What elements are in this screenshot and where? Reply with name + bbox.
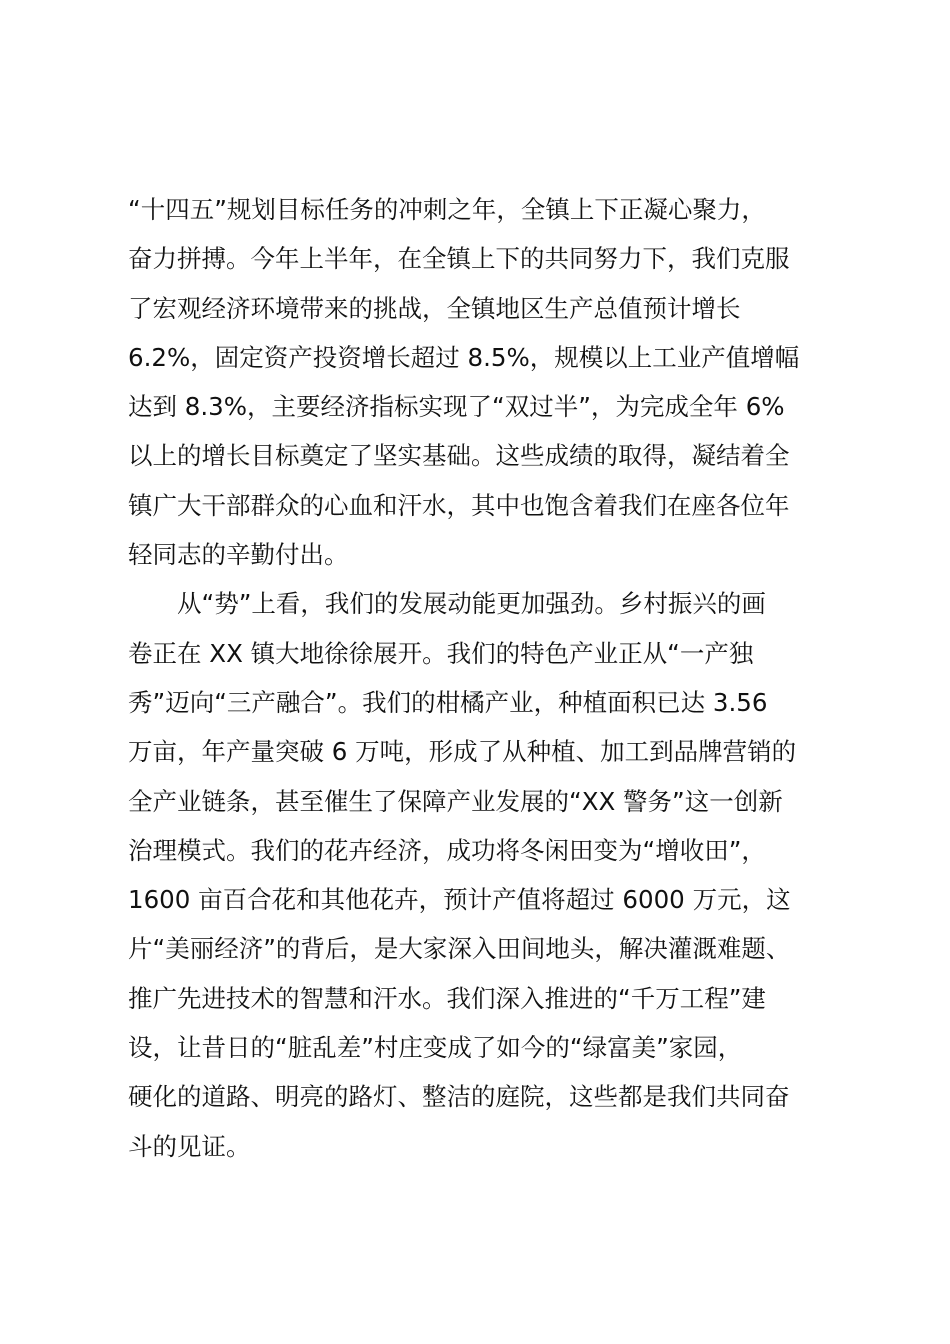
text-line: 轻同志的辛勤付出。 [128, 540, 349, 570]
text-line: 达到 8.3%，主要经济指标实现了“双过半”，为完成全年 6% [128, 392, 785, 422]
text-line: 设，让昔日的“脏乱差”村庄变成了如今的“绿富美”家园， [128, 1033, 743, 1063]
text-line: 斗的见证。 [128, 1131, 251, 1161]
text-line: 推广先进技术的智慧和汗水。我们深入推进的“千万工程”建 [128, 983, 766, 1013]
text-line: 万亩，年产量突破 6 万吨，形成了从种植、加工到品牌营销的 [128, 737, 797, 767]
text-line: 秀”迈向“三产融合”。我们的柑橘产业，种植面积已达 3.56 [128, 687, 768, 717]
text-line: 全产业链条，甚至催生了保障产业发展的“XX 警务”这一创新 [128, 786, 783, 816]
text-line: 卷正在 XX 镇大地徐徐展开。我们的特色产业正从“一产独 [128, 638, 754, 668]
text-line: 了宏观经济环境带来的挑战，全镇地区生产总值预计增长 [128, 293, 741, 323]
paragraph-first-line: 从“势”上看，我们的发展动能更加强劲。乡村振兴的画 [177, 589, 766, 619]
text-line: 治理模式。我们的花卉经济，成功将冬闲田变为“增收田”， [128, 835, 766, 865]
text-line: 6.2%，固定资产投资增长超过 8.5%，规模以上工业产值增幅 [128, 342, 800, 372]
text-line: “十四五”规划目标任务的冲刺之年，全镇上下正凝心聚力， [128, 195, 766, 224]
text-line: 镇广大干部群众的心血和汗水，其中也饱含着我们在座各位年 [128, 490, 790, 520]
text-line: 硬化的道路、明亮的路灯、整洁的庭院，这些都是我们共同奋 [128, 1082, 790, 1112]
text-line: 奋力拼搏。今年上半年，在全镇上下的共同努力下，我们克服 [128, 244, 790, 274]
text-line: 片“美丽经济”的背后，是大家深入田间地头，解决灌溉难题、 [128, 934, 791, 964]
text-line: 1600 亩百合花和其他花卉，预计产值将超过 6000 万元，这 [128, 885, 791, 915]
body-text [128, 185, 848, 1171]
text-line: 以上的增长目标奠定了坚实基础。这些成绩的取得，凝结着全 [128, 441, 790, 471]
